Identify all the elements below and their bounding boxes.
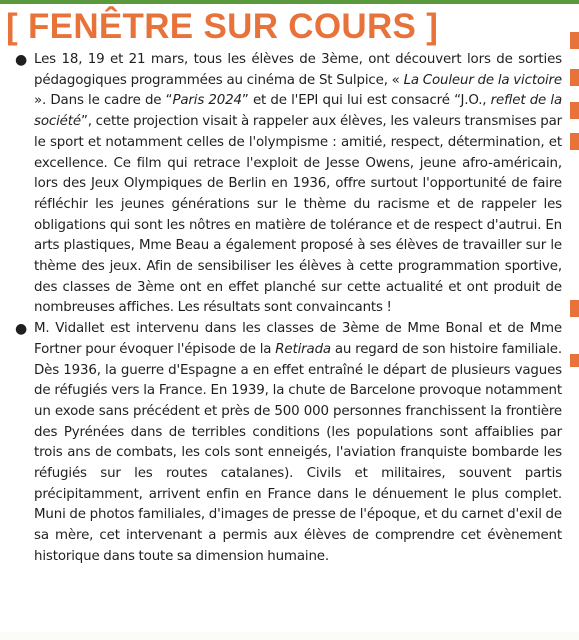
bullet-paragraph [34, 50, 562, 319]
bullet-dot-icon: ● [15, 52, 28, 68]
text-segment: ” et de l'EPI qui lui est consacré “J.O., [241, 93, 491, 109]
title-text: FENÊTRE SUR COURS [28, 7, 417, 46]
section-title [6, 2, 438, 52]
text-segment: M. Vidallet est intervenu dans les classes de 3ème de Mme Bonal et de Mme Fortner pour évoquer l'épisode de la [34, 321, 562, 357]
bullet-dot-icon: ● [15, 321, 28, 338]
bullet-paragraph [34, 319, 562, 567]
historical-term: Retirada [275, 341, 331, 357]
margin-marker [570, 133, 579, 150]
text-segment: ». Dans le cadre de “ [34, 93, 173, 109]
bullet-item-film [14, 50, 562, 319]
margin-marker [570, 300, 579, 317]
margin-marker [570, 32, 579, 49]
article-bullet-list [14, 50, 562, 568]
film-title: La Couleur de la victoire [403, 72, 562, 88]
text-segment: Les 18, 19 et 21 mars, tous les élèves de 3ème, ont découvert lors de sorties pédagogiques programmées au cinéma de St Sulpice, « [34, 52, 562, 88]
bullet-item-retirada [14, 319, 562, 567]
margin-marker [570, 354, 579, 367]
bottom-band [0, 632, 579, 640]
event-name: Paris 2024 [172, 93, 242, 109]
title-bracket-open: [ [6, 7, 18, 46]
margin-marker [570, 69, 579, 86]
text-segment: au regard de son histoire familiale. Dès 1936, la guerre d'Espagne a en effet entraîné le départ de plusieurs vagues de réfugiés vers la France. En 1939, la chute de Barcelone provoque notamment un exode sans précédent et près de 500 000 personnes franchissent la frontière des Pyrénées dans de terribles conditions (les populations sont affaiblies par trois ans de combats, les cols sont enneigés, l'aviation franquiste bombarde les réfugiés sur les routes catalanes). Civils et militaires, souvent partis précipitamment, arrivent enfin en France dans le dénuement le plus complet. Muni de photos familiales, d'images de presse de l'époque, et du carnet d'exil de sa mère, cet intervenant a permis aux élèves de comprendre cet évènement historique dans toute sa dimension humaine. [34, 341, 562, 564]
text-segment: ”, cette projection visait à rappeler aux élèves, les valeurs transmises par le sport et notamment celles de l'olympisme : amitié, respect, détermination, et excellence. Ce film qui retrace l'exploit de Jesse Owens, jeune afro-américain, lors des Jeux Olympiques de Berlin en 1936, offre surtout l'opportunité de faire réfléchir les jeunes générations sur le thème du racisme et de rappeler les obligations qui sont les nôtres en matière de tolérance et de respect d'autrui. En arts plastiques, Mme Beau a également proposé à ses élèves de travailler sur le thème des jeux. Afin de sensibiliser les élèves à cette programmation sportive, des classes de 3ème ont en effet planché sur cette actualité et ont produit de nombreuses affiches. Les résultats sont convaincants ! [34, 114, 562, 316]
title-bracket-close: ] [426, 7, 439, 46]
margin-marker [570, 102, 579, 119]
project-subtitle: reflet de la société [34, 93, 563, 130]
